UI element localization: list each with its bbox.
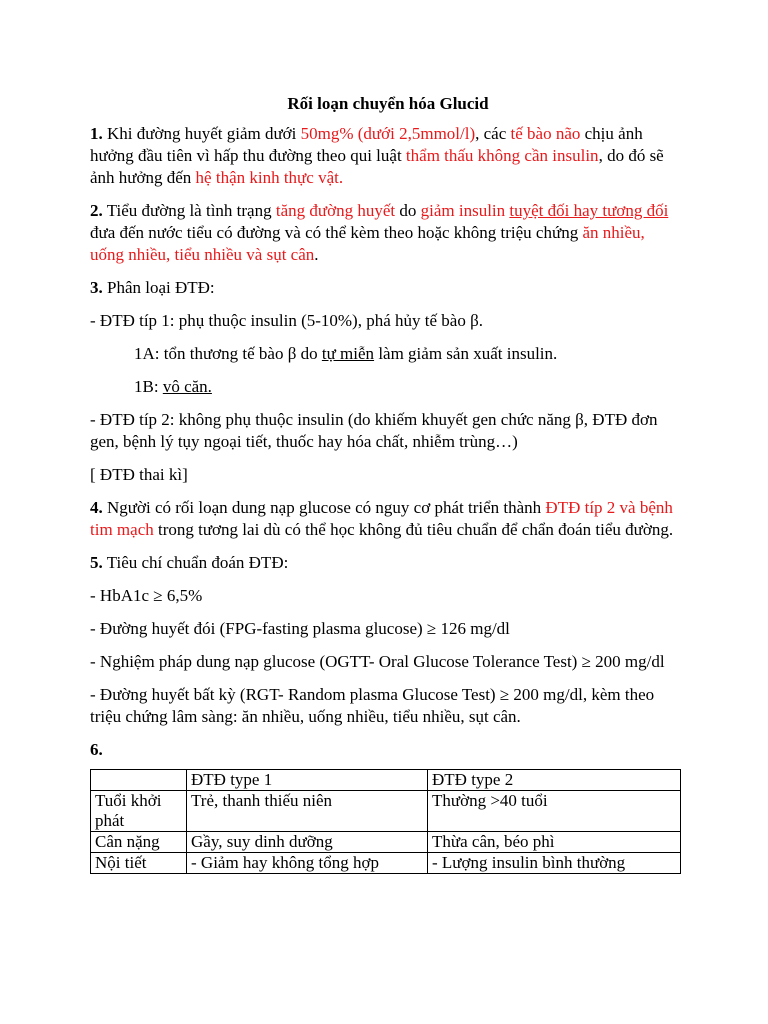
section-5-item: - HbA1c ≥ 6,5%	[90, 586, 203, 605]
table-cell: Tuổi khởi phát	[91, 791, 187, 832]
table-cell: Trẻ, thanh thiếu niên	[187, 791, 428, 832]
section-3-item: - ĐTĐ típ 1: phụ thuộc insulin (5-10%), phá hủy tế bào β.	[90, 311, 483, 330]
section-4-highlight: ĐTĐ típ 2 và bệnh tim mạch	[90, 498, 673, 539]
section-5-item: - Đường huyết đói (FPG-fasting plasma glucose) ≥ 126 mg/dl	[90, 619, 510, 638]
section-1-highlight: 50mg% (dưới 2,5mmol/l)	[300, 124, 476, 143]
table-cell: Cân nặng	[91, 832, 187, 853]
table-header-cell	[91, 770, 187, 791]
section-3-item: - ĐTĐ típ 2: không phụ thuộc insulin (do khiếm khuyết gen chức năng β, ĐTĐ đơn gen, bệnh lý tụy ngoại tiết, thuốc hay hóa chất, nhiễm trùng…)	[90, 410, 658, 451]
section-5-text: Tiêu chí chuẩn đoán ĐTĐ:	[102, 553, 289, 572]
table-cell: Thường >40 tuổi	[428, 791, 681, 832]
section-5-item: - Đường huyết bất kỳ (RGT- Random plasma Glucose Test) ≥ 200 mg/dl, kèm theo triệu chứng lâm sàng: ăn nhiều, uống nhiều, tiểu nhiều, sụt cân.	[90, 685, 655, 726]
table-cell: Nội tiết	[91, 853, 187, 874]
section-3-subitem-text: 1B:	[134, 377, 163, 396]
section-3-number: 3.	[90, 278, 103, 297]
section-3-subitem-underlined: tự miễn	[321, 344, 375, 363]
section-5-heading	[90, 552, 682, 574]
section-3-item: [ ĐTĐ thai kì]	[90, 465, 188, 484]
section-1-text: Khi đường huyết giảm dưới	[102, 124, 301, 143]
section-6-number: 6.	[90, 740, 103, 759]
table-header-cell: ĐTĐ type 1	[187, 770, 428, 791]
section-3-subitem-text: làm giảm sản xuất insulin.	[374, 344, 558, 363]
section-2-highlight: ăn nhiều, uống nhiều, tiểu nhiều và sụt cân	[90, 223, 645, 264]
table-row	[91, 832, 681, 853]
section-2-text: đưa đến nước tiểu có đường và có thể kèm theo hoặc không triệu chứng	[90, 223, 583, 242]
table-cell: Thừa cân, béo phì	[428, 832, 681, 853]
table-row	[91, 853, 681, 874]
section-1-text: , do đó sẽ ảnh hưởng đến	[90, 146, 664, 187]
section-1	[90, 123, 682, 189]
section-5-item: - Nghiệm pháp dung nạp glucose (OGTT- Oral Glucose Tolerance Test) ≥ 200 mg/dl	[90, 652, 665, 671]
section-4-number: 4.	[90, 498, 103, 517]
section-6-heading	[90, 739, 682, 761]
section-5-number: 5.	[90, 553, 103, 572]
section-3-subitem-underlined: vô căn.	[162, 377, 212, 396]
comparison-table	[90, 769, 681, 874]
section-1-highlight: thẩm thấu không cần insulin	[405, 146, 599, 165]
section-1-text: , các	[475, 124, 511, 143]
section-3-heading	[90, 277, 682, 299]
section-1-highlight: hệ thận kinh thực vật.	[195, 168, 344, 187]
table-header-cell: ĐTĐ type 2	[428, 770, 681, 791]
table-cell: - Lượng insulin bình thường	[428, 853, 681, 874]
section-2-highlight: tăng đường huyết	[275, 201, 396, 220]
table-cell: Gầy, suy dinh dưỡng	[187, 832, 428, 853]
section-2-number: 2.	[90, 201, 103, 220]
section-4	[90, 497, 682, 541]
section-2-text: do	[395, 201, 421, 220]
section-1-number: 1.	[90, 124, 103, 143]
section-3-subitem	[90, 376, 682, 398]
section-2-highlight: giảm insulin	[420, 201, 506, 220]
document-title: Rối loạn chuyển hóa Glucid	[287, 94, 489, 113]
section-2-underlined-highlight: tuyệt đối hay tương đối	[509, 201, 669, 220]
section-4-text: trong tương lai dù có thể học không đủ tiêu chuẩn để chẩn đoán tiểu đường.	[153, 520, 674, 539]
table-row	[91, 791, 681, 832]
section-2-text: .	[314, 245, 319, 264]
section-3-subitem-text: 1A: tổn thương tế bào β do	[134, 344, 322, 363]
table-header-row	[91, 770, 681, 791]
section-2	[90, 200, 682, 266]
table-cell: - Giảm hay không tổng hợp	[187, 853, 428, 874]
section-1-text: chịu ảnh hưởng đầu tiên vì hấp thu đường theo qui luật	[90, 124, 643, 165]
section-4-text: Người có rối loạn dung nạp glucose có nguy cơ phát triển thành	[102, 498, 546, 517]
section-2-text: Tiểu đường là tình trạng	[102, 201, 276, 220]
section-3-subitem	[90, 343, 682, 365]
section-1-highlight: tế bào não	[510, 124, 581, 143]
section-3-text: Phân loại ĐTĐ:	[102, 278, 215, 297]
